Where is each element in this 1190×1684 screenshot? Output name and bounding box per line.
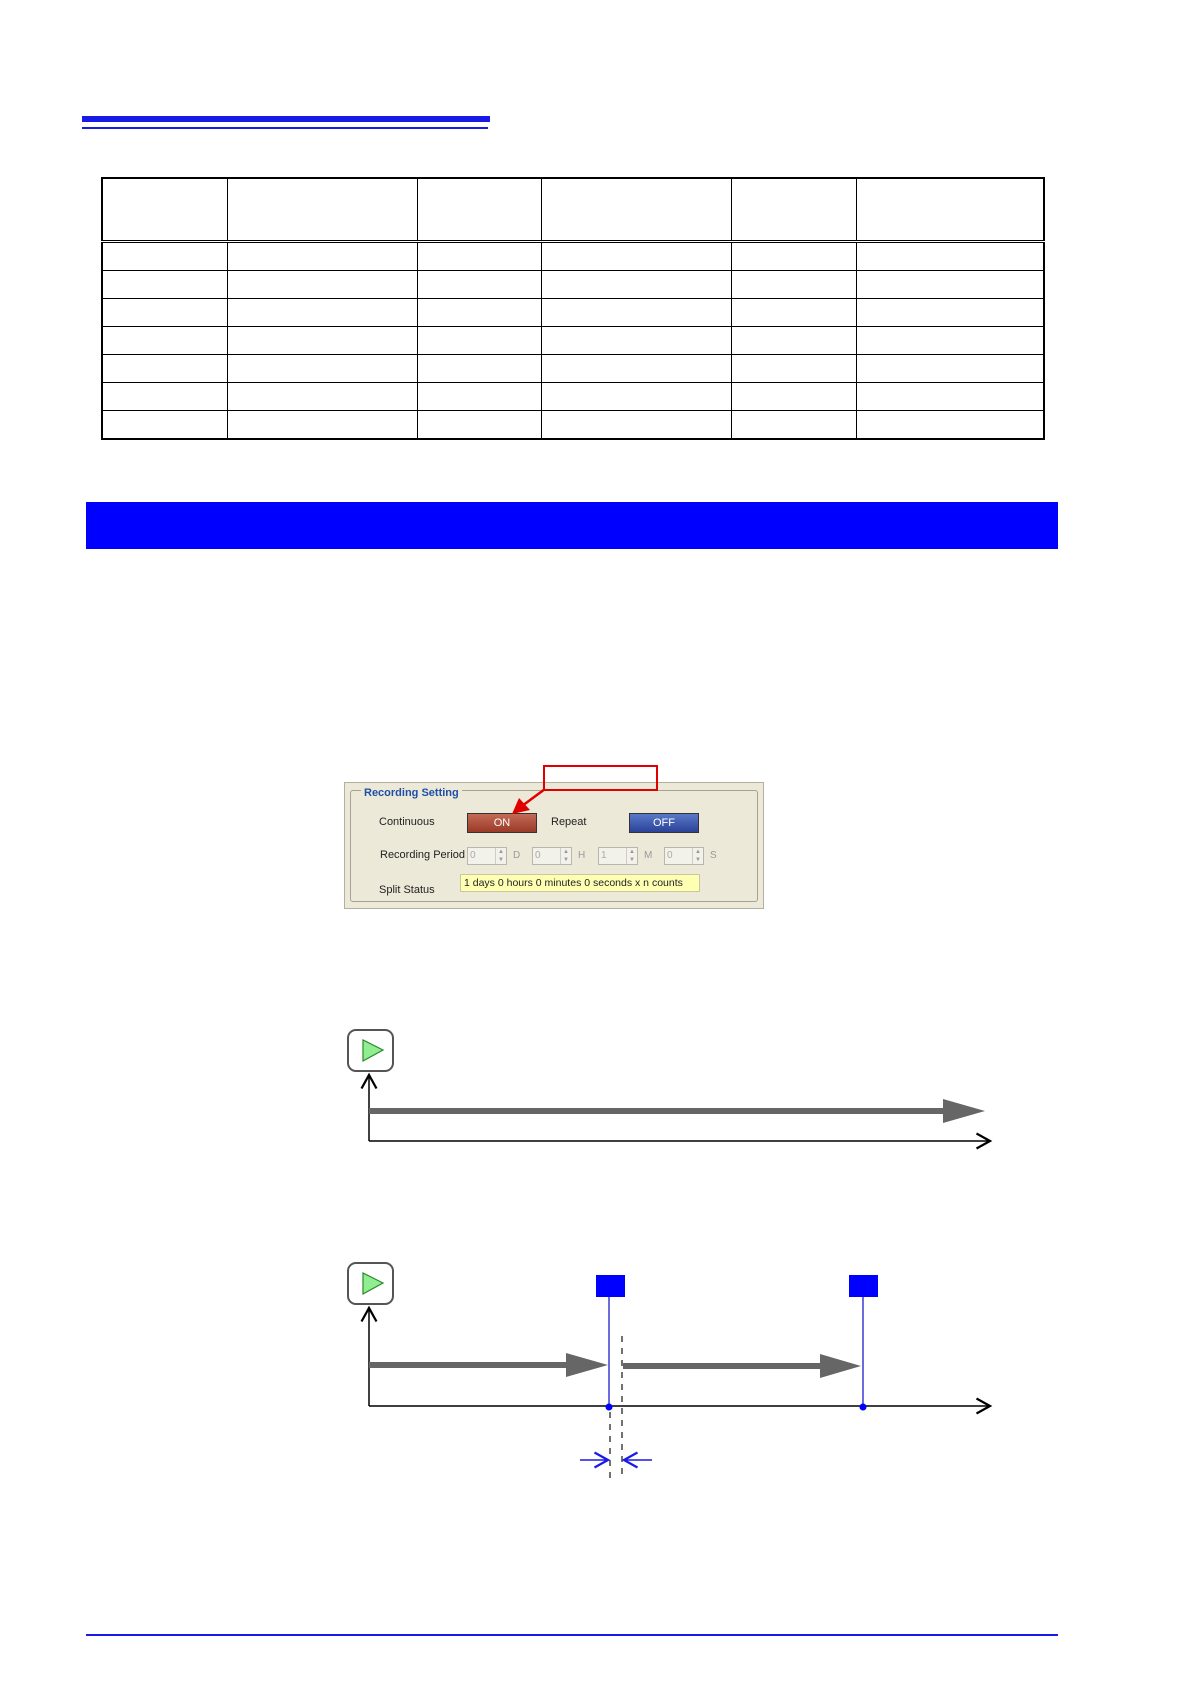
seconds-unit: S bbox=[710, 850, 717, 861]
stepper-arrows-icon[interactable]: ▲ ▼ bbox=[560, 848, 571, 864]
marker-square-icon bbox=[849, 1275, 878, 1411]
period-hours-value: 0 bbox=[535, 850, 541, 861]
recording-arrow bbox=[623, 1354, 861, 1378]
minutes-unit: M bbox=[644, 850, 653, 861]
split-status-field: 1 days 0 hours 0 minutes 0 seconds x n counts bbox=[460, 874, 700, 892]
repeat-label: Repeat bbox=[551, 816, 587, 828]
marker-square-icon bbox=[596, 1275, 625, 1411]
continuous-label: Continuous bbox=[379, 816, 435, 828]
callout-arrow bbox=[512, 789, 545, 814]
period-seconds-value: 0 bbox=[667, 850, 673, 861]
hours-unit: H bbox=[578, 850, 586, 861]
recording-arrow bbox=[369, 1099, 985, 1123]
period-days-value: 0 bbox=[470, 850, 476, 861]
play-icon bbox=[348, 1030, 393, 1071]
footer-rule bbox=[86, 1634, 1058, 1636]
stepper-arrows-icon[interactable]: ▲ ▼ bbox=[626, 848, 637, 864]
stepper-arrows-icon[interactable]: ▲ ▼ bbox=[495, 848, 506, 864]
days-unit: D bbox=[513, 850, 521, 861]
stepper-arrows-icon[interactable]: ▲ ▼ bbox=[692, 848, 703, 864]
play-icon bbox=[348, 1263, 393, 1304]
recording-arrow bbox=[369, 1353, 608, 1377]
split-status-label: Split Status bbox=[379, 884, 435, 896]
continuous-toggle-button[interactable]: ON bbox=[467, 813, 537, 833]
period-minutes-value: 1 bbox=[601, 850, 607, 861]
repeat-toggle-button[interactable]: OFF bbox=[629, 813, 699, 833]
panel-title: Recording Setting bbox=[361, 787, 462, 799]
recording-period-label: Recording Period bbox=[380, 849, 465, 861]
